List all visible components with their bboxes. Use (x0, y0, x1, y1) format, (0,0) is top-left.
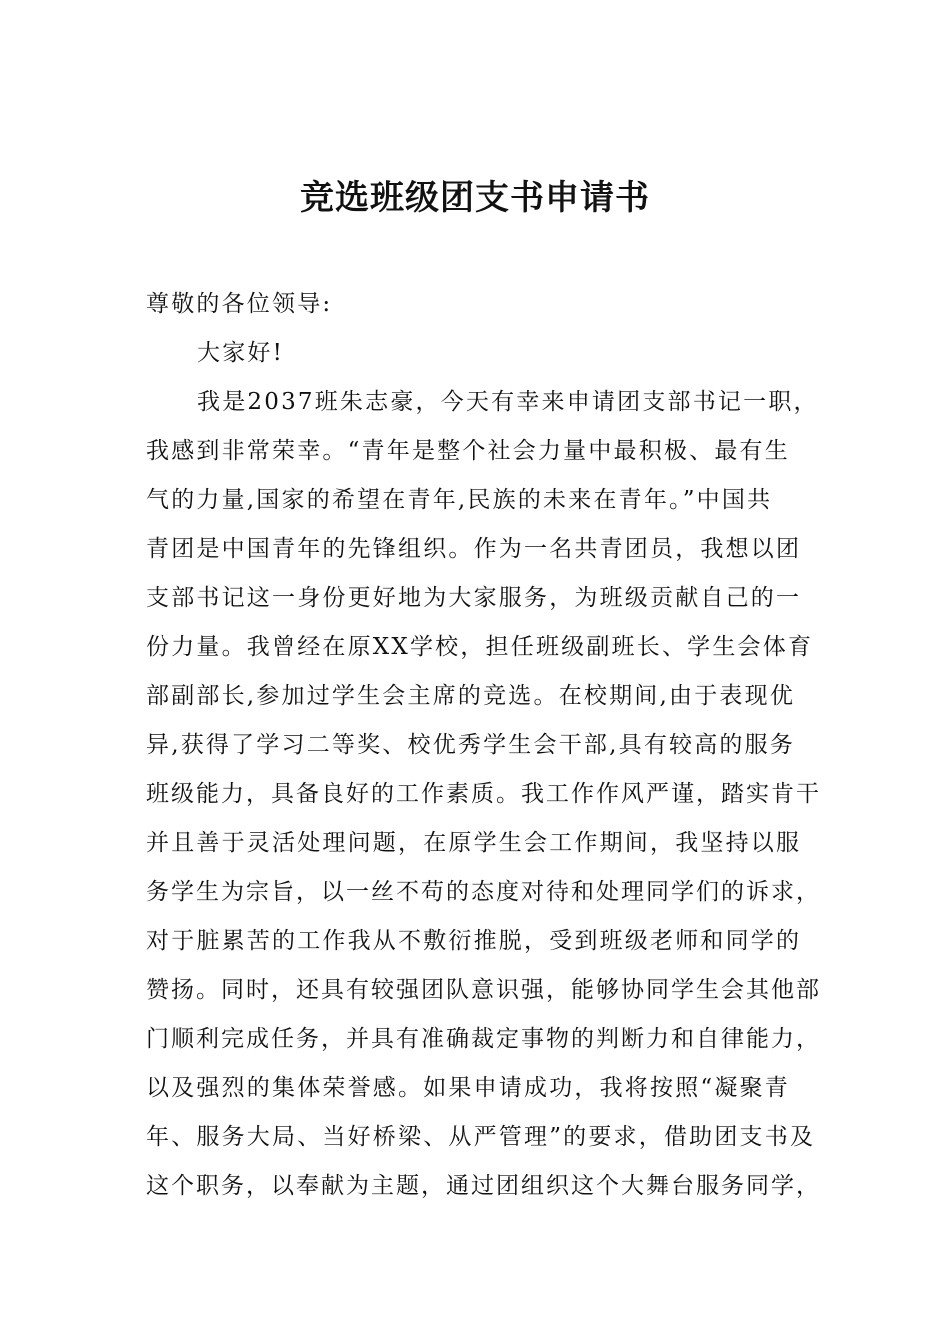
document-body (146, 280, 822, 1211)
paragraph-line: 支部书记这一身份更好地为大家服务，为班级贡献自己的一 (146, 585, 802, 611)
paragraph-line: 年、服务大局、当好桥梁、从严管理”的要求，借助团支书及 (146, 1124, 816, 1150)
paragraph-line: 我感到非常荣幸。“青年是整个社会力量中最积极、最有生 (146, 438, 790, 464)
document-title: 竞选班级团支书申请书 (300, 178, 650, 218)
paragraph-line: 部副部长,参加过学生会主席的竞选。在校期间,由于表现优 (146, 683, 796, 709)
paragraph-line: 班级能力，具备良好的工作素质。我工作作风严谨，踏实肯干 (146, 781, 821, 807)
greeting: 大家好! (197, 340, 285, 366)
paragraph-line: 这个职务，以奉献为主题，通过团组织这个大舞台服务同学， (146, 1173, 821, 1199)
paragraph-line: 对于脏累苦的工作我从不敷衍推脱，受到班级老师和同学的 (146, 928, 802, 954)
paragraph-line: 并且善于灵活处理问题，在原学生会工作期间，我坚持以服 (146, 830, 802, 856)
paragraph-line: 赞扬。同时，还具有较强团队意识强，能够协同学生会其他部 (146, 977, 821, 1003)
paragraph-line: 青团是中国青年的先锋组织。作为一名共青团员，我想以团 (146, 536, 802, 562)
paragraph-line: 份力量。我曾经在原XX学校，担任班级副班长、学生会体育 (146, 634, 814, 660)
salutation: 尊敬的各位领导: (146, 291, 333, 317)
paragraph-line: 以及强烈的集体荣誉感。如果申请成功，我将按照“凝聚青 (146, 1075, 790, 1101)
paragraph-line: 我是2037班朱志豪，今天有幸来申请团支部书记一职， (197, 389, 819, 415)
paragraph-line: 异,获得了学习二等奖、校优秀学生会干部,具有较高的服务 (146, 732, 796, 758)
paragraph-line: 气的力量,国家的希望在青年,民族的未来在青年。”中国共 (146, 487, 773, 513)
paragraph-line: 务学生为宗旨，以一丝不苟的态度对待和处理同学们的诉求， (146, 879, 821, 905)
paragraph-line: 门顺利完成任务，并具有准确裁定事物的判断力和自律能力， (146, 1026, 821, 1052)
